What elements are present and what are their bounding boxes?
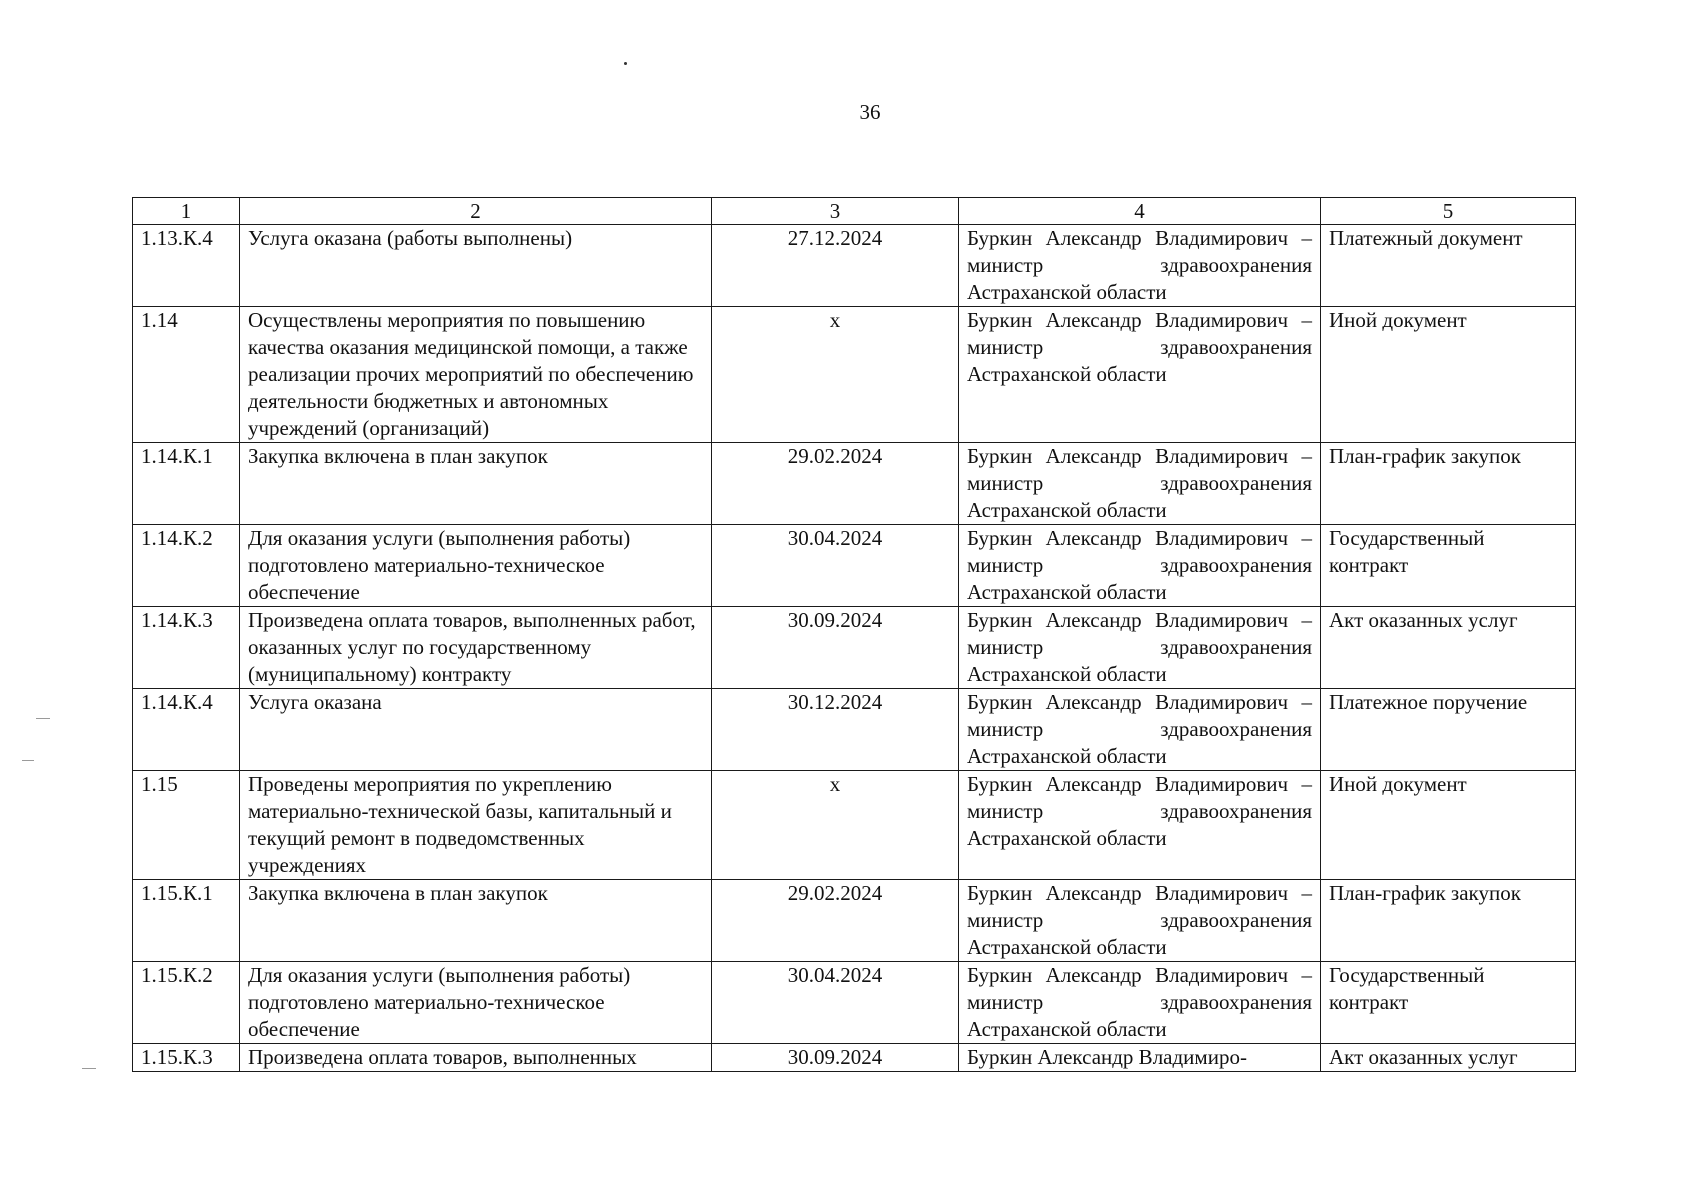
row-description: Для оказания услуги (выполнения работы) подготовлено материально-техническое обеспечение <box>240 525 712 607</box>
column-header: 3 <box>712 198 959 225</box>
table-row <box>133 771 1576 880</box>
row-description: Услуга оказана (работы выполнены) <box>240 225 712 307</box>
row-responsible: Буркин Александр Владимирович – министр здравоохранения Астраханской области <box>959 307 1321 443</box>
row-number: 1.15.К.3 <box>133 1044 240 1072</box>
row-description: Для оказания услуги (выполнения работы) подготовлено материально-техническое обеспечение <box>240 962 712 1044</box>
row-responsible: Буркин Александр Владимиро- <box>959 1044 1321 1072</box>
row-description: Закупка включена в план закупок <box>240 880 712 962</box>
row-description: Закупка включена в план закупок <box>240 443 712 525</box>
row-number: 1.15 <box>133 771 240 880</box>
table-row <box>133 689 1576 771</box>
table-header-row <box>133 198 1576 225</box>
row-description: Произведена оплата товаров, выполненных работ, оказанных услуг по государственному (муниципальному) контракту <box>240 607 712 689</box>
row-number: 1.15.К.1 <box>133 880 240 962</box>
row-date: 30.09.2024 <box>712 607 959 689</box>
column-header: 4 <box>959 198 1321 225</box>
scan-speck <box>624 62 627 65</box>
row-number: 1.14.К.4 <box>133 689 240 771</box>
row-responsible: Буркин Александр Владимирович – министр здравоохранения Астраханской области <box>959 771 1321 880</box>
column-header: 2 <box>240 198 712 225</box>
row-responsible: Буркин Александр Владимирович – министр здравоохранения Астраханской области <box>959 880 1321 962</box>
table-row <box>133 607 1576 689</box>
row-document: План-график закупок <box>1321 443 1576 525</box>
row-date: х <box>712 771 959 880</box>
row-date: 30.12.2024 <box>712 689 959 771</box>
row-date: 29.02.2024 <box>712 880 959 962</box>
row-date: 27.12.2024 <box>712 225 959 307</box>
row-number: 1.15.К.2 <box>133 962 240 1044</box>
page-number: 36 <box>859 100 881 124</box>
row-responsible: Буркин Александр Владимирович – министр здравоохранения Астраханской области <box>959 689 1321 771</box>
row-number: 1.14.К.1 <box>133 443 240 525</box>
table-row <box>133 1044 1576 1072</box>
margin-mark <box>36 718 50 719</box>
row-date: 30.04.2024 <box>712 525 959 607</box>
margin-mark <box>82 1068 96 1069</box>
column-header: 1 <box>133 198 240 225</box>
table-row <box>133 443 1576 525</box>
row-description: Проведены мероприятия по укреплению материально-технической базы, капитальный и текущий ремонт в подведомственных учреждениях <box>240 771 712 880</box>
table-row <box>133 525 1576 607</box>
table-row <box>133 307 1576 443</box>
column-header: 5 <box>1321 198 1576 225</box>
table-row <box>133 225 1576 307</box>
row-responsible: Буркин Александр Владимирович – министр здравоохранения Астраханской области <box>959 443 1321 525</box>
row-description: Осуществлены мероприятия по повышению качества оказания медицинской помощи, а также реализации прочих мероприятий по обеспечению деятельности бюджетных и автономных учреждений (организаций) <box>240 307 712 443</box>
row-date: 29.02.2024 <box>712 443 959 525</box>
table-row <box>133 880 1576 962</box>
row-date: 30.04.2024 <box>712 962 959 1044</box>
row-document: Государственный контракт <box>1321 962 1576 1044</box>
row-document: Иной документ <box>1321 307 1576 443</box>
row-document: Платежное поручение <box>1321 689 1576 771</box>
row-date: 30.09.2024 <box>712 1044 959 1072</box>
row-responsible: Буркин Александр Владимирович – министр здравоохранения Астраханской области <box>959 962 1321 1044</box>
row-responsible: Буркин Александр Владимирович – министр здравоохранения Астраханской области <box>959 525 1321 607</box>
row-document: Платежный документ <box>1321 225 1576 307</box>
row-responsible: Буркин Александр Владимирович – министр здравоохранения Астраханской области <box>959 607 1321 689</box>
row-responsible: Буркин Александр Владимирович – министр здравоохранения Астраханской области <box>959 225 1321 307</box>
row-number: 1.13.К.4 <box>133 225 240 307</box>
row-number: 1.14.К.3 <box>133 607 240 689</box>
row-document: Акт оказанных услуг <box>1321 1044 1576 1072</box>
row-number: 1.14 <box>133 307 240 443</box>
row-document: Акт оказанных услуг <box>1321 607 1576 689</box>
margin-mark <box>22 760 34 761</box>
row-number: 1.14.К.2 <box>133 525 240 607</box>
row-description: Произведена оплата товаров, выполненных <box>240 1044 712 1072</box>
row-date: х <box>712 307 959 443</box>
row-document: Иной документ <box>1321 771 1576 880</box>
row-document: План-график закупок <box>1321 880 1576 962</box>
activity-table <box>132 197 1576 1072</box>
table-row <box>133 962 1576 1044</box>
row-document: Государственный контракт <box>1321 525 1576 607</box>
row-description: Услуга оказана <box>240 689 712 771</box>
